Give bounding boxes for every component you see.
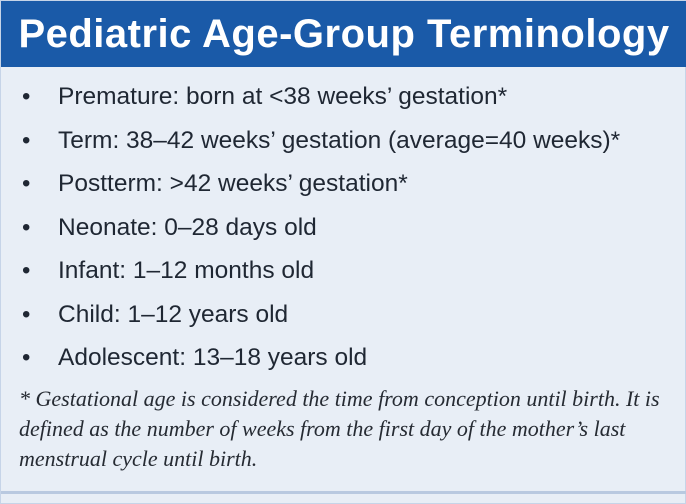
bullet-icon: • <box>22 257 31 284</box>
list-item <box>1 75 686 119</box>
title-bar <box>1 1 686 67</box>
age-group-list <box>1 75 686 380</box>
bottom-divider <box>1 491 686 494</box>
bullet-icon: • <box>22 300 31 328</box>
list-item-text: Infant: 1–12 months old <box>58 257 315 284</box>
list-item-text: Term: 38–42 weeks’ gestation (average=40 weeks)* <box>58 126 621 154</box>
list-item-text: Neonate: 0–28 days old <box>58 213 317 241</box>
bullet-icon: • <box>22 213 31 241</box>
list-item-text: Adolescent: 13–18 years old <box>58 344 368 371</box>
list-item-text: Child: 1–12 years old <box>58 300 289 328</box>
gestational-age-footnote: * Gestational age is considered the time from conception until birth. It is defined as the number of weeks from the first day of the mother’s last menstrual cycle until birth. <box>19 386 660 471</box>
box-title: Pediatric Age-Group Terminology <box>18 12 670 56</box>
list-item <box>1 336 686 380</box>
bullet-icon: • <box>22 344 31 371</box>
list-item-text: Premature: born at <38 weeks’ gestation* <box>58 83 508 110</box>
list-item <box>1 293 686 337</box>
bullet-icon: • <box>22 170 31 197</box>
bullet-icon: • <box>22 83 31 110</box>
bullet-icon: • <box>22 126 31 154</box>
list-item-text: Postterm: >42 weeks’ gestation* <box>58 170 408 197</box>
list-item <box>1 206 686 250</box>
list-item <box>1 249 686 293</box>
list-item <box>1 162 686 206</box>
list-item <box>1 119 686 163</box>
